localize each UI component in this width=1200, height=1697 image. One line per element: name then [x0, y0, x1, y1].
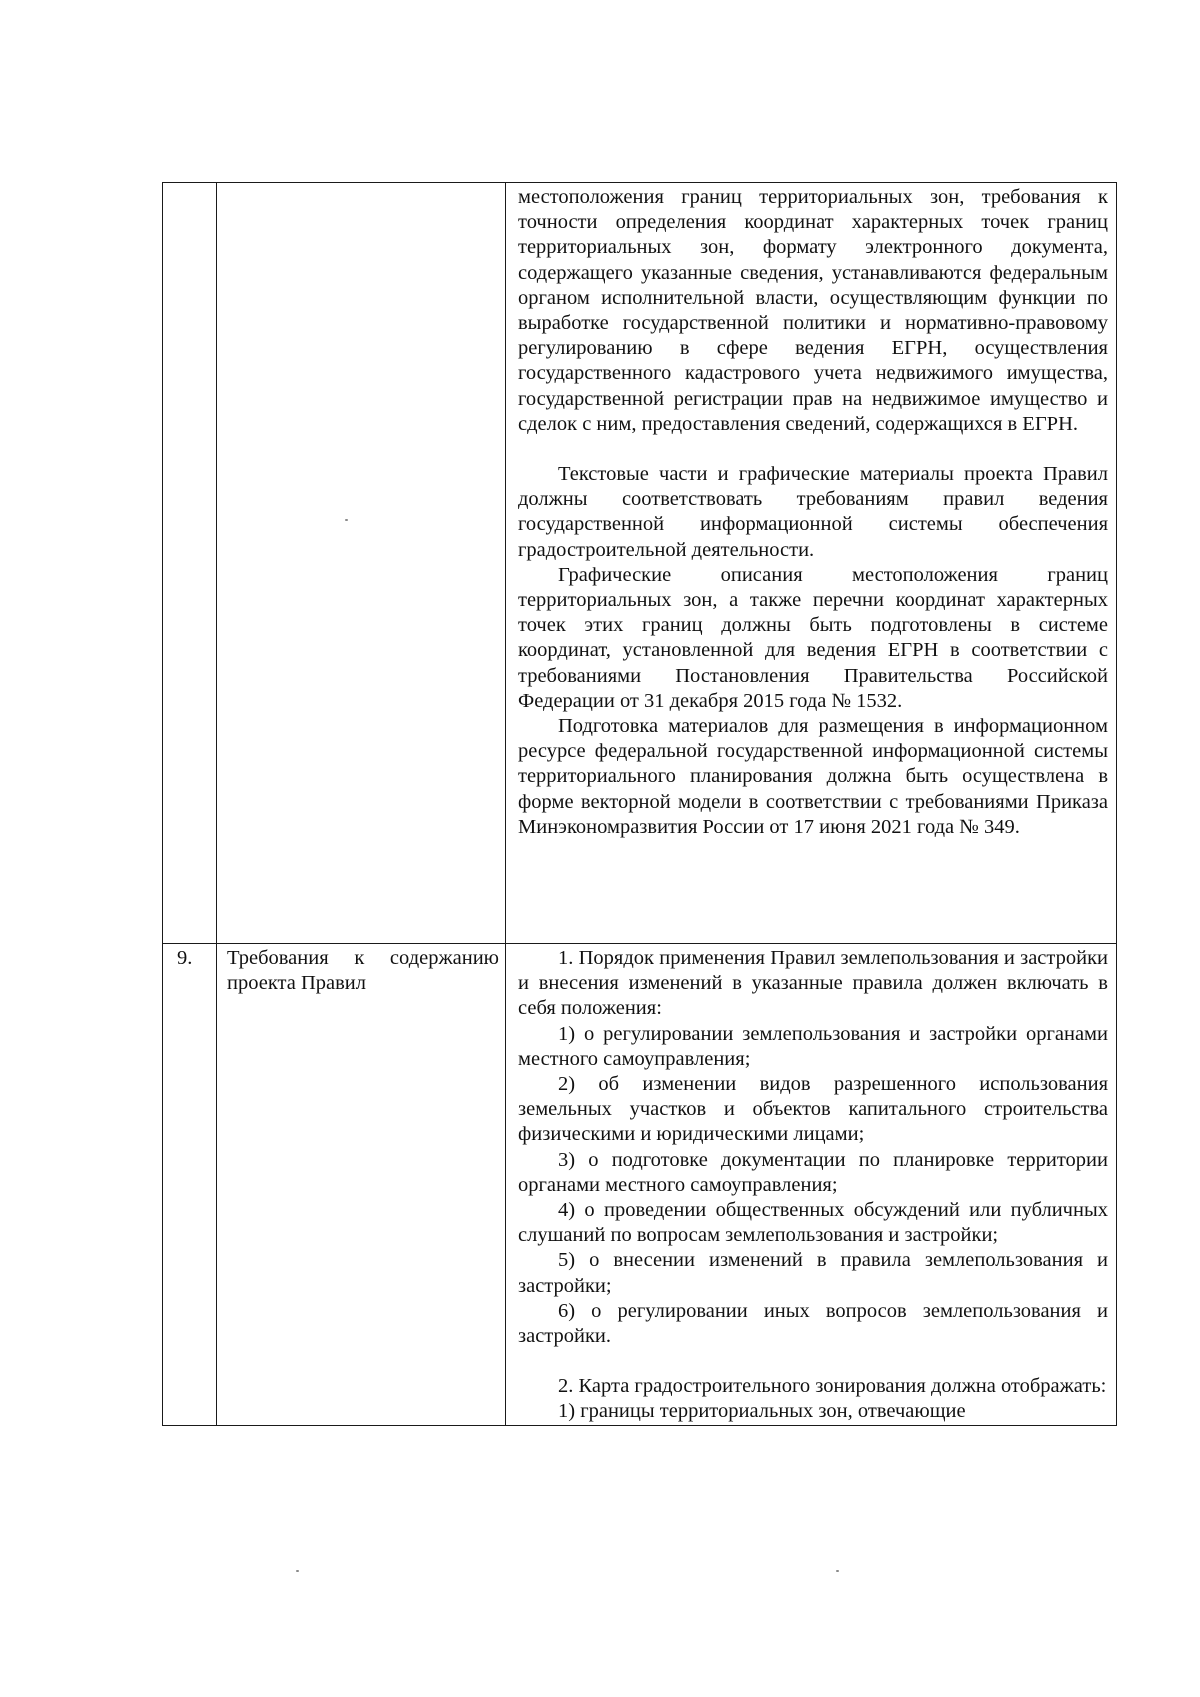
paragraph: 4) о проведении общественных обсуждений или публичных слушаний по вопросам землепользования и застройки; — [518, 1199, 1108, 1247]
requirements-table — [162, 182, 1117, 1426]
row-number-cell — [163, 944, 217, 1426]
paragraph: 2. Карта градостроительного зонирования должна отображать: — [558, 1375, 1107, 1398]
table-row — [163, 183, 1117, 944]
row-title — [217, 183, 505, 185]
row-number — [163, 183, 216, 185]
paragraph: Графические описания местоположения границ территориальных зон, а также перечни координат характерных точек этих границ должны быть подготовлены в системе координат, установленной для ведения ЕГРН в соответствии с требованиями Постановления Правительства Российской Федерации от 31 декабря 2015 года № 1532. — [518, 563, 1108, 712]
paragraph: 3) о подготовке документации по планировке территории органами местного самоуправления; — [518, 1148, 1108, 1196]
paragraph: Текстовые части и графические материалы проекта Правил должны соответствовать требованиям правил ведения государственной информационной системы обеспечения градостроительной деятельности. — [518, 463, 1108, 561]
row-number: 9. — [177, 947, 193, 969]
paragraph: местоположения границ территориальных зон, требования к точности определения координат характерных точек границ территориальных зон, формату электронного документа, содержащего указанные сведения, устанавливаются федеральным органом исполнительной власти, осуществляющим функции по выработке государственной политики и нормативно-правовому регулированию в сфере ведения ЕГРН, осуществления государственного кадастрового учета недвижимого имущества, государственной регистрации прав на недвижимое имущество и сделок с ним, предоставления сведений, содержащихся в ЕГРН. — [518, 186, 1108, 435]
paragraph: 1. Порядок применения Правил землепользования и застройки и внесения изменений в указанные правила должен включать в себя положения: — [518, 947, 1108, 1020]
row-content-cell — [506, 944, 1117, 1426]
scan-speck — [296, 1570, 299, 1572]
paragraph: 5) о внесении изменений в правила землепользования и застройки; — [518, 1249, 1108, 1297]
paragraph: 1) о регулировании землепользования и застройки органами местного самоуправления; — [518, 1022, 1108, 1070]
paragraph: 2) об изменении видов разрешенного использования земельных участков и объектов капитального строительства физическими и юридическими лицами; — [518, 1073, 1108, 1146]
paragraph: 1) границы территориальных зон, отвечающие — [558, 1400, 966, 1423]
row-title: Требования к содержанию проекта Правил — [227, 947, 499, 995]
row-content-cell — [506, 183, 1117, 944]
row-title-cell — [217, 944, 506, 1426]
scan-speck — [345, 519, 348, 521]
row-number-cell — [163, 183, 217, 944]
table-row — [163, 944, 1117, 1426]
paragraph: 6) о регулировании иных вопросов землепользования и застройки. — [518, 1299, 1108, 1348]
row-title-cell — [217, 183, 506, 944]
paragraph: Подготовка материалов для размещения в информационном ресурсе федеральной государственной информационной системы территориального планирования должна быть осуществлена в форме векторной модели в соответствии с требованиями Приказа Минэкономразвития России от 17 июня 2021 года № 349. — [518, 715, 1108, 838]
scan-speck — [836, 1570, 839, 1572]
